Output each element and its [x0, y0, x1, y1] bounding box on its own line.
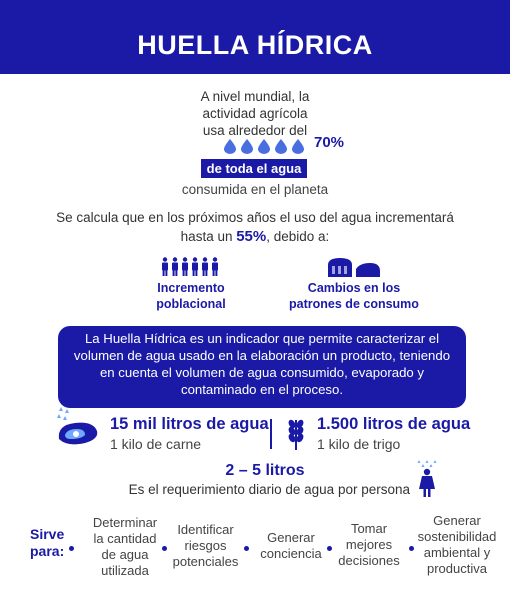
intro-line: actividad agrícola — [202, 106, 308, 121]
intro-text — [150, 88, 360, 139]
use-item-line: Generar — [433, 513, 481, 528]
population-icon — [160, 257, 222, 277]
bread-icon — [326, 257, 382, 279]
wheat-water-title: 1.500 litros de agua — [317, 415, 471, 433]
use-item-line: mejores — [345, 537, 393, 552]
use-item-line: sostenibilidad — [417, 529, 497, 544]
definition-line: contaminado en el proceso. — [180, 382, 344, 397]
use-item-line: Tomar — [350, 521, 388, 536]
stats-divider — [270, 419, 272, 449]
use-item-line: decisiones — [338, 553, 400, 568]
use-item-line: la cantidad — [93, 531, 157, 546]
definition-line: volumen de agua usado en la elaboración un producto, teniendo — [73, 348, 451, 363]
meat-water-title: 15 mil litros de agua — [110, 415, 269, 433]
use-item-line: Generar — [267, 530, 315, 545]
meat-icon — [55, 405, 101, 449]
wheat-icon — [282, 416, 310, 450]
cause-population-line: poblacional — [156, 297, 226, 311]
use-item-line: ambiental y — [423, 545, 491, 560]
increase-prefix: hasta un — [180, 229, 237, 244]
daily-water-title: 2 – 5 litros — [225, 462, 305, 479]
use-item-line: conciencia — [260, 546, 322, 561]
daily-water-sub: Es el requerimiento diario de agua por persona — [128, 482, 410, 497]
use-item-line: de agua — [101, 547, 149, 562]
cause-population — [140, 280, 242, 312]
meat-water-sub: 1 kilo de carne — [110, 436, 202, 452]
definition-line: La Huella Hídrica es un indicador que permite caracterizar el — [84, 331, 440, 346]
uses-label — [30, 526, 64, 560]
wheat-water-sub: 1 kilo de trigo — [317, 436, 401, 452]
use-item-sostenibilidad — [412, 513, 502, 577]
intro-line: usa alrededor del — [202, 123, 308, 138]
uses-label-line: Sirve — [30, 526, 65, 542]
increase-line2 — [40, 227, 470, 246]
use-item-line: Determinar — [92, 515, 158, 530]
use-item-line: productiva — [427, 561, 487, 576]
cause-consumption-line: Cambios en los — [307, 281, 401, 295]
increase-line: Se calcula que en los próximos años el uso del agua incrementará — [56, 210, 454, 225]
cause-consumption — [278, 280, 430, 312]
increase-suffix: , debido a: — [266, 229, 330, 244]
use-item-identificar — [158, 522, 253, 570]
definition-line: en cuenta el volumen de agua consumido, evaporado y — [99, 365, 425, 380]
intro-after: consumida en el planeta — [181, 182, 329, 197]
cause-consumption-line: patrones de consumo — [289, 297, 419, 311]
definition-box — [58, 326, 466, 408]
cause-population-line: Incremento — [157, 281, 225, 295]
use-item-line: Identificar — [177, 522, 234, 537]
highlight-label: de toda el agua — [201, 159, 307, 178]
use-item-tomar-decisiones — [329, 521, 409, 569]
use-item-line: potenciales — [172, 554, 239, 569]
uses-label-line: para: — [30, 543, 65, 559]
use-item-line: utilizada — [101, 563, 149, 578]
increase-percent: 55% — [236, 228, 267, 245]
use-item-line: riesgos — [184, 538, 227, 553]
agriculture-percent: 70% — [314, 134, 345, 151]
intro-line: A nivel mundial, la — [200, 89, 310, 104]
use-item-generar-conciencia — [250, 530, 332, 562]
person-water-icon — [414, 460, 440, 498]
increase-text — [40, 208, 470, 246]
page-title: HUELLA HÍDRICA — [0, 0, 510, 74]
water-drops-icon — [222, 138, 312, 154]
